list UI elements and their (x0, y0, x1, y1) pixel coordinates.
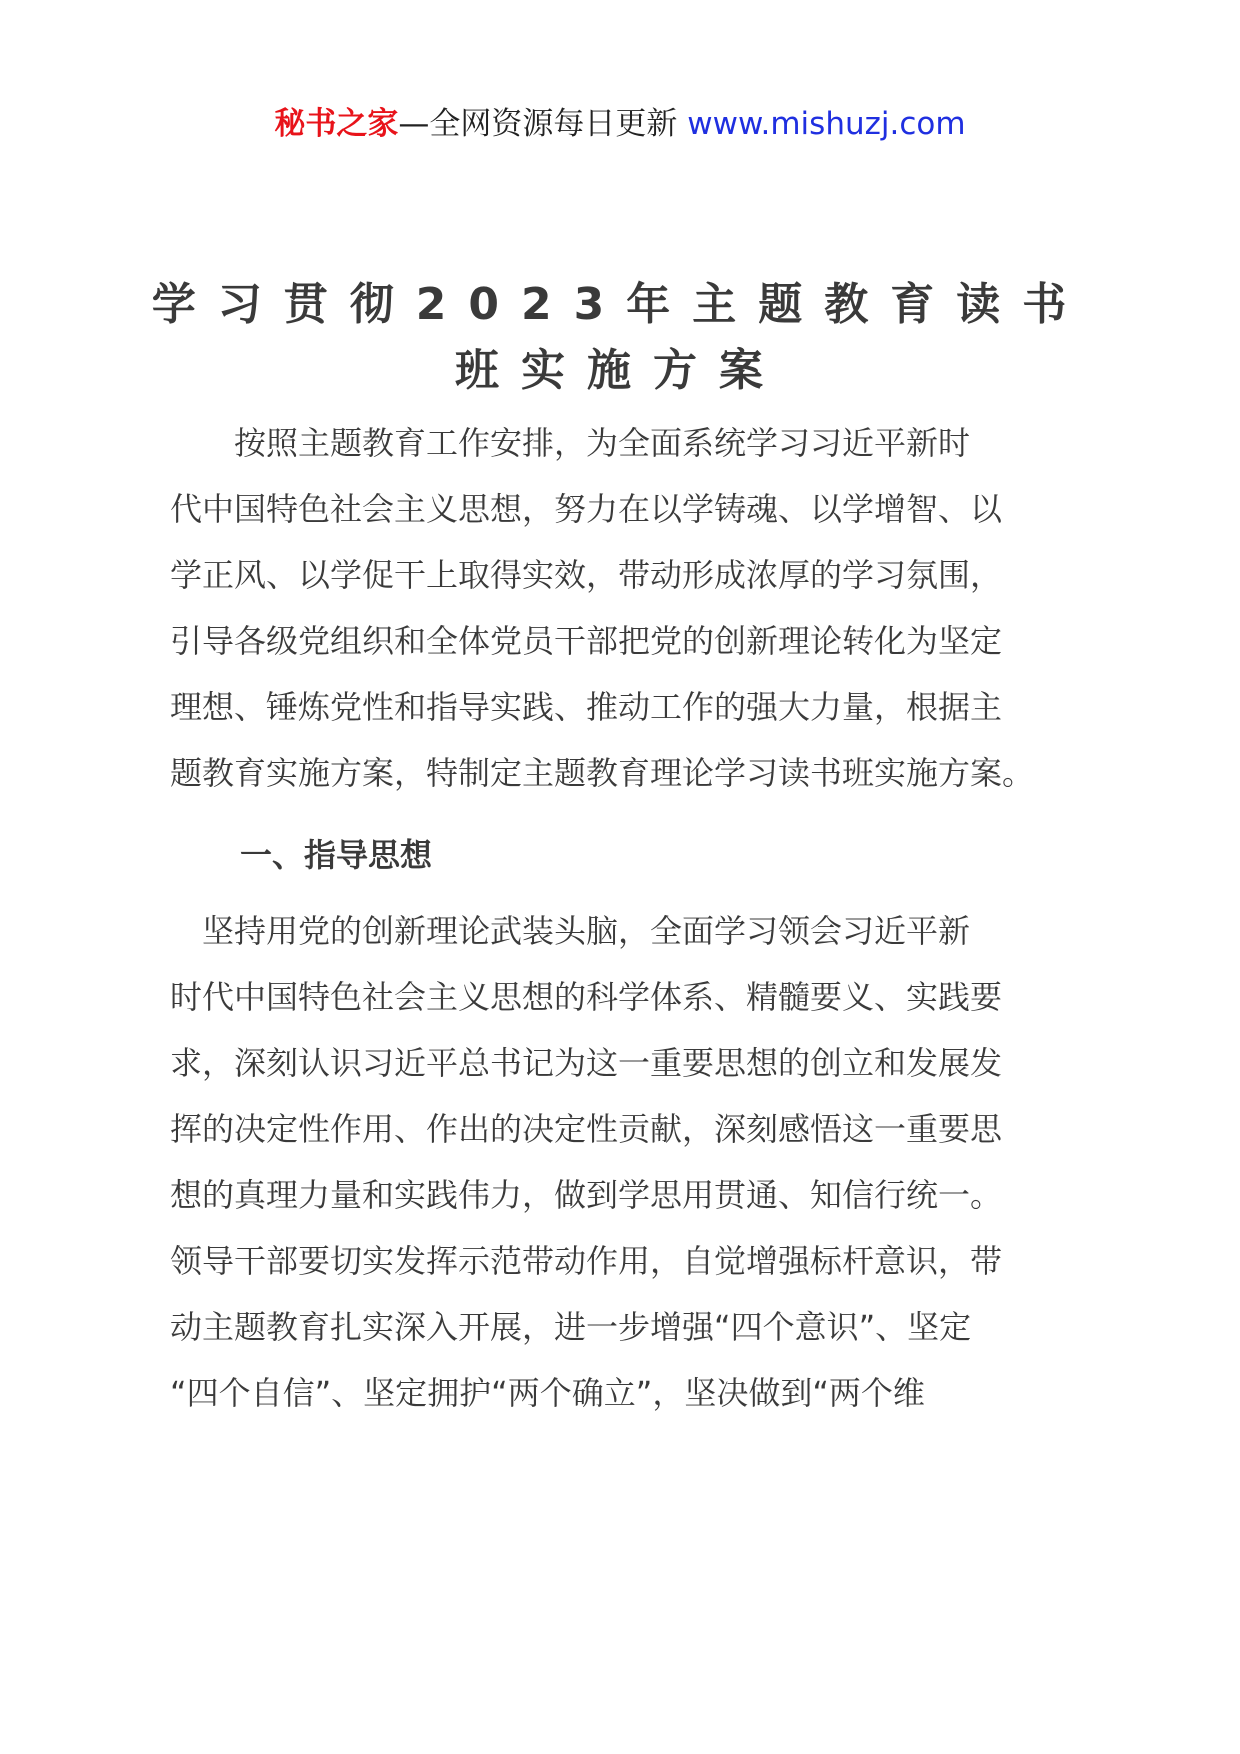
text-line: 引导各级党组织和全体党员干部把党的创新理论转化为坚定 (170, 622, 1003, 660)
text-line: 领导干部要切实发挥示范带动作用，自觉增强标杆意识，带 (170, 1242, 1003, 1280)
section-1-paragraph (170, 898, 1100, 1426)
text-line: 想的真理力量和实践伟力，做到学思用贯通、知信行统一。 (170, 1176, 1003, 1214)
site-tagline: —全网资源每日更新 (398, 106, 678, 142)
section-heading-guiding-ideology: 一、指导思想 (240, 836, 433, 874)
text-line: 时代中国特色社会主义思想的科学体系、精髓要义、实践要 (170, 978, 1003, 1016)
site-header (0, 100, 1240, 148)
intro-paragraph (170, 410, 1100, 806)
document-title-line: 学习贯彻2023年主题教育读书 (151, 279, 1089, 330)
text-line: 按照主题教育工作安排，为全面系统学习习近平新时 (170, 424, 971, 462)
text-line: “四个自信”、坚定拥护“两个确立”，坚决做到“两个维 (170, 1374, 925, 1412)
text-line: 学正风、以学促干上取得实效，带动形成浓厚的学习氛围， (170, 556, 1003, 594)
text-line: 代中国特色社会主义思想，努力在以学铸魂、以学增智、以 (170, 490, 1003, 528)
document-title (150, 272, 1090, 404)
site-brand: 秘书之家 (274, 106, 399, 142)
site-url-link[interactable]: www.mishuzj.com (687, 106, 966, 142)
text-line: 题教育实施方案，特制定主题教育理论学习读书班实施方案。 (170, 754, 1035, 792)
text-line: 理想、锤炼党性和指导实践、推动工作的强大力量，根据主 (170, 688, 1003, 726)
text-line: 动主题教育扎实深入开展，进一步增强“四个意识”、坚定 (170, 1308, 972, 1346)
text-line: 坚持用党的创新理论武装头脑，全面学习领会习近平新 (170, 912, 971, 950)
text-line: 求，深刻认识习近平总书记为这一重要思想的创立和发展发 (170, 1044, 1003, 1082)
document-title-line: 班实施方案 (455, 345, 785, 396)
text-line: 挥的决定性作用、作出的决定性贡献，深刻感悟这一重要思 (170, 1110, 1003, 1148)
